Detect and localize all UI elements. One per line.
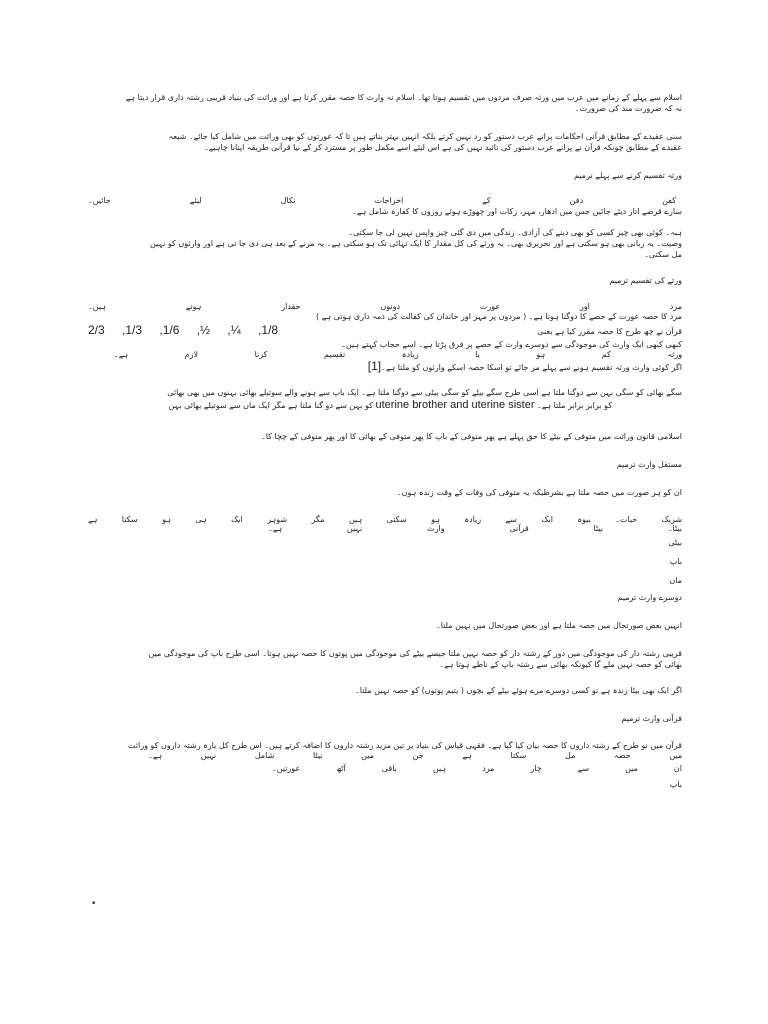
word: یا [475,350,480,359]
word: عورت [479,302,501,311]
word: ہیں۔ [88,302,106,311]
paragraph-pre-islamic-inheritance [88,92,682,114]
justified-line [88,350,682,359]
word: آٹھ [336,764,346,773]
text-line: سارے قرضے اتار دیئے جائیں جس میں ادھار، مہر، زکات اور چھوڑے ہوئے روزوں کا کفارہ شامل ہے۔ [352,207,682,216]
word: جن [412,751,424,760]
text-line: ہبہ۔ کوئی بھی چیز کسی کو بھی دینے کی آزادی۔ زندگی میں دی گئی چیز واپس نہیں لی جا سکتی۔ [348,228,682,237]
word: ایک [231,515,243,524]
word: ہے۔ [148,751,163,760]
bullet-marker: • [91,899,97,909]
paragraph-quranic-heirs [88,740,682,790]
section-heading: دوسرے وارث ترمیم [617,593,682,602]
word: سے [577,764,590,773]
justified-line [88,524,682,533]
list-item: بیٹی [668,538,682,547]
word: ہے۔ [268,524,283,533]
text-line [88,359,682,375]
word: زیادہ [401,350,419,359]
list-item: ماں [669,576,682,585]
word: ہو [536,350,546,359]
word: بیٹا۔ [667,524,682,533]
section-heading: ورثے کی تقسیم ترمیم [609,276,682,285]
section-heading: مستقل وارث ترمیم [616,460,682,469]
word: بیوہ [577,515,591,524]
word: ہے [88,515,98,524]
paragraph-permanent-heirs: ان کو ہر صورت میں حصہ ملتا ہے بشرطیکہ یہ متوفی کی وفات کے وقت زندہ ہوں۔ [396,488,682,497]
word: سکتی [386,515,407,524]
word: میں [669,751,683,760]
word: حیات۔ [615,515,638,524]
word: شامل [254,751,275,760]
text-segment: کو برابر برابر ملتا ہے۔ [537,401,612,410]
paragraph-sunni-shia-view [88,131,682,153]
text-line: کبھی کبھی ایک وارث کی موجودگی سے دوسرے وارث کے حصے پر فرق پڑتا ہے۔ اسے حجاب کہتے ہیں۔ [341,340,682,349]
justified-line [88,302,682,311]
fractions-list: 2/3 ,1/3 ,1/6 ,½ ,¼ ,1/8 [88,323,279,337]
word: وارث [427,524,445,533]
word: دونوں [380,302,401,311]
paragraph-siblings [88,387,682,413]
text-segment: کو بہن سے دو گنا ملتا ہے مگر ایک ماں سے سوتیلے بھائی بہن [168,401,373,410]
word: مرد [669,302,682,311]
justified-line [88,751,682,760]
word: اخراجات [374,196,404,205]
word: ان [673,764,682,773]
word: زیادہ [464,515,482,524]
word: باقی [381,764,397,773]
word: ہیں [348,515,363,524]
word: مگر [311,515,325,524]
word: میں [625,764,638,773]
word: نکال [280,196,296,205]
word: جائیں۔ [88,196,111,205]
text-line: سگے بھائی کو سگی بہن سے دوگنا ملتا ہے اسی طرح سگے بیٹے کو سگی بیٹی سے دوگنا ملتا ہے۔ ایک باپ سے ہونے والے سوتیلے بھائی بہنوں میں بھی بھائی [167,388,682,397]
word: کے [482,196,491,205]
word: کرنا [254,350,268,359]
word: دفن [569,196,584,205]
word: سکتا [121,515,138,524]
word: حصہ [614,751,631,760]
word: نہیں [346,524,363,533]
word: تقسیم [324,350,346,359]
word: بیٹا [312,751,323,760]
english-term: uterine brother and uterine sister [375,399,535,411]
document-page [88,92,682,790]
word: بیٹا [593,524,604,533]
text-line: بھائی کو حصہ نہیں ملے گا کیونکہ بھائی سے رشتہ باپ کے ناطے ہوتا ہے۔ [439,660,682,669]
word: نہیں [200,751,217,760]
word: ہیں [432,764,447,773]
text-line: سنی عقیدے کے مطابق قرآنی احکامات پرانے عرب دستور کو رد نہیں کرتے بلکہ انہیں بہتر بناتے ہیں تا کہ عورتوں کو بھی وراثت میں شامل کیا جائے۔ شیعہ [168,132,682,141]
word: اور [579,302,590,311]
word: حقدار [281,302,301,311]
paragraph-spouse-son [88,515,682,590]
word: سے [505,515,517,524]
word: ہوتے [185,302,202,311]
word: مرد [482,764,495,773]
text-line: نہ کہ ضرورت مند کی ضرورت۔ [574,104,682,113]
word: ہی [195,515,207,524]
word: شوہر [267,515,288,524]
text-line: اسلام سے پہلے کے زمانے میں عرب میں ورثہ صرف مردوں میں تقسیم ہوتا تھا۔ اسلام نہ وارث کا حصہ مقرر کرتا ہے اور وراثت کی بنیاد قریبی رشتہ داری قرار دیتا ہے [125,93,682,102]
text-segment: اگر کوئی وارث ورثہ تقسیم ہونے سے پہلے مر جائے تو اسکا حصہ اسکے وارثوں کو ملتا ہے۔ [381,363,682,372]
list-item: باپ [669,780,682,789]
justified-line [88,195,682,206]
text-line: قریبی رشتہ دار کی موجودگی میں دور کے رشتہ دار کو حصہ نہیں ملتا جیسے بیٹے کی موجودگی میں پوتوں کا حصہ نہیں ہوتا۔ اسی طرح باپ کی موجودگی میں [148,649,682,658]
text-line: مرد کا حصہ عورت کے حصے کا دوگنا ہوتا ہے۔ ( مردوں پر مہر اور خاندان کی کفالت کی ذمہ داری ہوتی ہے ) [315,312,682,321]
word: ہے۔ [114,350,129,359]
paragraph-orphan-grandchildren: اگر ایک بھی بیٹا زندہ ہے تو کسی دوسرے مرے ہوئے بیٹے کے بچوں ( یتیم پوتوں) کو حصہ نہیں ملتا۔ [355,686,682,695]
paragraph-other-heirs: انہیں بعض صورتحال میں حصہ ملتا ہے اور بعض صورتحال میں نہیں ملتا۔ [436,621,682,630]
section-heading: قرآنی وارث ترمیم [621,714,682,723]
word: مل [565,751,576,760]
paragraph-funeral-expenses [88,195,682,217]
text-line: عقیدے کے مطابق چونکہ قرآن نے پرانے عرب دستور کی تائید نہیں کی ہے اس لیئے اسے مکمل طور پر مسترد کر کے نیا قرآنی طریقہ اپنانا چاہیے۔ [203,143,682,152]
word: ہو [431,515,440,524]
word: عورتیں۔ [272,764,301,773]
list-item: باپ [669,557,682,566]
word: میں [361,751,374,760]
section-heading: ورثہ تقسیم کرنے سے پہلے ترمیم [574,171,682,180]
word: ہے [462,751,472,760]
footnote-link[interactable]: [1] [367,359,382,373]
word: کم [601,350,611,359]
word: سکتا [510,751,527,760]
justified-line [88,764,682,773]
paragraph-close-relatives [88,648,682,670]
text-line: قرآن میں نو طرح کے رشتہ داروں کا حصہ بیان کیا گیا ہے۔ فقہی قیاس کی بنیاد پر تین مزید رشتہ داروں کا اضافہ کرتے ہیں۔ اس طرح کل بارہ رشتہ داروں کو وراثت [127,741,682,750]
paragraph-gift-and-will [88,227,682,260]
word: ایک [541,515,553,524]
justified-line [88,515,682,524]
word: شریک [661,515,683,524]
paragraph-priority: اسلامی قانون وراثت میں متوفی کے بیٹے کا حق پہلے ہے پھر متوفی کے باپ کا پھر متوفی کے بھائی کا اور پھر متوفی کے چچا کا۔ [261,432,682,441]
word: ہو [162,515,171,524]
text-line [88,398,682,413]
text-line: مل سکتی۔ [644,250,682,259]
fractions-line [88,323,682,339]
word: ورثہ [667,350,683,359]
word: چار [530,764,542,773]
paragraph-inheritance-shares [88,302,682,375]
text-line: وصیت۔ یہ زبانی بھی ہو سکتی ہے اور تحریری بھی۔ یہ ورثے کی کل مقدار کا ایک تہائی تک ہو سکتی ہے۔ یہ مرنے کے بعد ہی دی جا تی ہے اور وارثوں کو نہیں [149,239,682,248]
word: لازم [184,350,199,359]
word: قرآنی [509,524,529,533]
word: لیئے [189,196,202,205]
word: کفن [662,196,677,205]
text-segment: قرآن نے چھ طرح کا حصہ مقرر کیا ہے یعنی [537,327,682,336]
